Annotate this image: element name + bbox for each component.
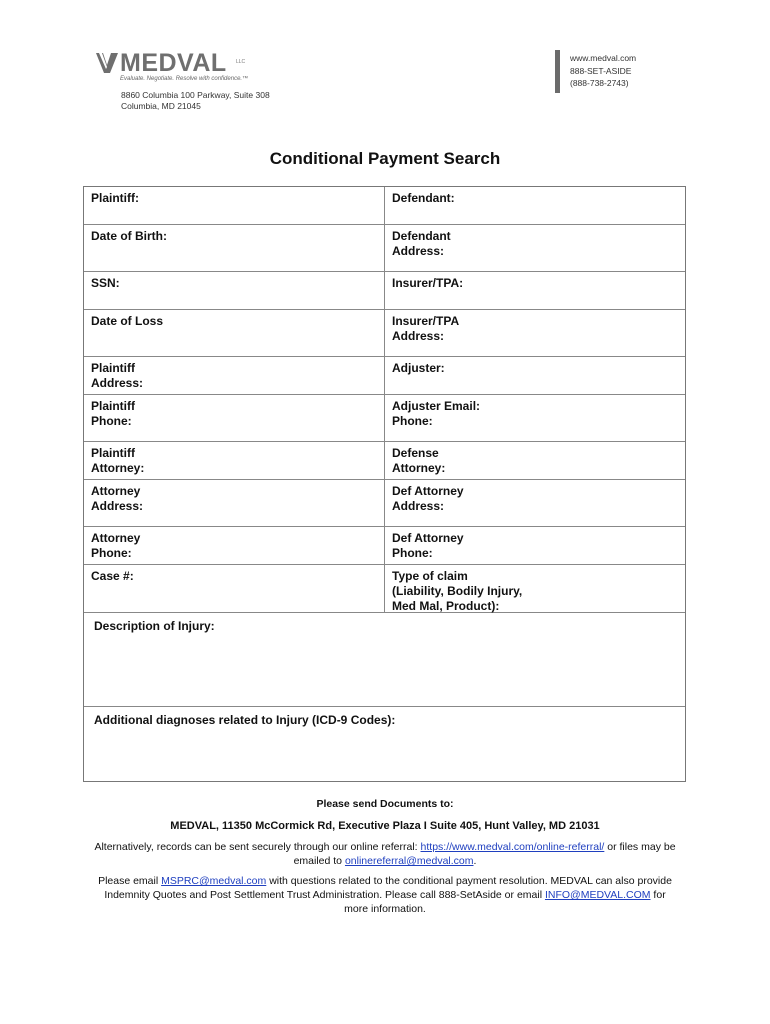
- field-attorney-address[interactable]: [84, 480, 385, 526]
- field-label: Case #:: [91, 569, 134, 583]
- info-email-link[interactable]: INFO@MEDVAL.COM: [544, 889, 651, 901]
- field-label: SSN:: [91, 276, 120, 290]
- form-row: [84, 272, 685, 310]
- field-plaintiff-phone[interactable]: [84, 395, 385, 441]
- questions-paragraph: [0, 874, 770, 916]
- medval-v-logo-icon: [96, 53, 118, 73]
- field-description-of-injury[interactable]: [84, 613, 685, 707]
- send-label-text: Please send Documents to:: [316, 798, 454, 810]
- q-line2-end: for: [650, 889, 666, 901]
- address-line-1: 8860 Columbia 100 Parkway, Suite 308: [121, 90, 270, 100]
- field-label: Def Attorney Phone:: [392, 531, 464, 560]
- alt-paragraph: [0, 840, 770, 868]
- send-label: [0, 797, 770, 811]
- online-referral-link[interactable]: https://www.medval.com/online-referral/: [420, 841, 605, 853]
- company-address: [121, 90, 270, 112]
- field-date-of-birth[interactable]: [84, 225, 385, 271]
- field-adjuster[interactable]: [385, 357, 685, 394]
- field-label: Plaintiff Attorney:: [91, 446, 145, 475]
- field-label: Description of Injury:: [94, 619, 215, 633]
- alt-mid: or files may be: [604, 841, 676, 853]
- alt-line2-prefix: emailed to: [293, 855, 345, 867]
- address-line-2: Columbia, MD 21045: [121, 101, 201, 111]
- field-insurer-tpa[interactable]: [385, 272, 685, 309]
- field-plaintiff-address[interactable]: [84, 357, 385, 394]
- field-date-of-loss[interactable]: [84, 310, 385, 356]
- field-label: Insurer/TPA Address:: [392, 314, 460, 343]
- field-defendant-address[interactable]: [385, 225, 685, 271]
- field-label: Def Attorney Address:: [392, 484, 464, 513]
- field-label: Plaintiff Phone:: [91, 399, 135, 428]
- field-ssn[interactable]: [84, 272, 385, 309]
- send-address: [0, 819, 770, 833]
- field-label: Adjuster Email: Phone:: [392, 399, 481, 428]
- logo-wordmark: MEDVAL: [120, 49, 227, 77]
- q-line3: more information.: [344, 903, 426, 915]
- q-prefix: Please email: [98, 875, 162, 887]
- field-label: Type of claim (Liability, Bodily Injury, Med Mal, Product):: [392, 569, 523, 613]
- form-row: [84, 442, 685, 480]
- contact-info: [570, 52, 636, 90]
- medval-logo: [96, 49, 266, 89]
- field-insurer-tpa-address[interactable]: [385, 310, 685, 356]
- field-attorney-phone[interactable]: [84, 527, 385, 564]
- field-label: Plaintiff:: [91, 191, 139, 205]
- field-defense-attorney[interactable]: [385, 442, 685, 479]
- field-plaintiff[interactable]: [84, 187, 385, 224]
- field-label: Additional diagnoses related to Injury (ICD-9 Codes):: [94, 713, 396, 727]
- form-row: [84, 395, 685, 442]
- field-label: Attorney Phone:: [91, 531, 141, 560]
- logo-tagline: Evaluate. Negotiate. Resolve with confidence.™: [120, 76, 249, 82]
- q-line2-prefix: Indemnity Quotes and Post Settlement Trust Administration. Please call 888-SetAside or email: [104, 889, 545, 901]
- field-label: Adjuster:: [392, 361, 445, 375]
- field-def-attorney-phone[interactable]: [385, 527, 685, 564]
- field-type-of-claim[interactable]: [385, 565, 685, 612]
- field-defendant[interactable]: [385, 187, 685, 224]
- onlinereferral-email-link[interactable]: onlinereferral@medval.com: [344, 855, 474, 867]
- field-additional-diagnoses[interactable]: [84, 707, 685, 781]
- q-mid: with questions related to the conditional payment resolution. MEDVAL can also provide: [266, 875, 672, 887]
- field-adjuster-email-phone[interactable]: [385, 395, 685, 441]
- field-label: Defense Attorney:: [392, 446, 446, 475]
- field-label: Plaintiff Address:: [91, 361, 144, 390]
- header-divider: [555, 50, 560, 93]
- form-row: [84, 565, 685, 613]
- field-def-attorney-address[interactable]: [385, 480, 685, 526]
- alt-prefix: Alternatively, records can be sent securely through our online referral:: [94, 841, 421, 853]
- field-label: Defendant:: [392, 191, 455, 205]
- page-title: Conditional Payment Search: [269, 149, 501, 168]
- form-row: [84, 357, 685, 395]
- form-row: [84, 187, 685, 225]
- website-link[interactable]: www.medval.com: [570, 53, 637, 63]
- phone-digits: (888-738-2743): [570, 78, 629, 88]
- phone-words: 888-SET-ASIDE: [570, 65, 632, 76]
- field-label: Insurer/TPA:: [392, 276, 464, 290]
- field-label: Date of Birth:: [91, 229, 167, 243]
- field-label: Date of Loss: [91, 314, 164, 328]
- send-address-text: MEDVAL, 11350 McCormick Rd, Executive Plaza I Suite 405, Hunt Valley, MD 21031: [170, 820, 600, 832]
- alt-end: .: [473, 855, 477, 867]
- field-label: Defendant Address:: [392, 229, 451, 258]
- logo-llc: LLC: [236, 59, 246, 65]
- form-row: [84, 310, 685, 357]
- field-plaintiff-attorney[interactable]: [84, 442, 385, 479]
- form-row: [84, 527, 685, 565]
- field-label: Attorney Address:: [91, 484, 144, 513]
- msprc-email-link[interactable]: MSPRC@medval.com: [161, 875, 267, 887]
- field-case-number[interactable]: [84, 565, 385, 612]
- form-table: [83, 186, 686, 782]
- form-row: [84, 480, 685, 527]
- form-row: [84, 225, 685, 272]
